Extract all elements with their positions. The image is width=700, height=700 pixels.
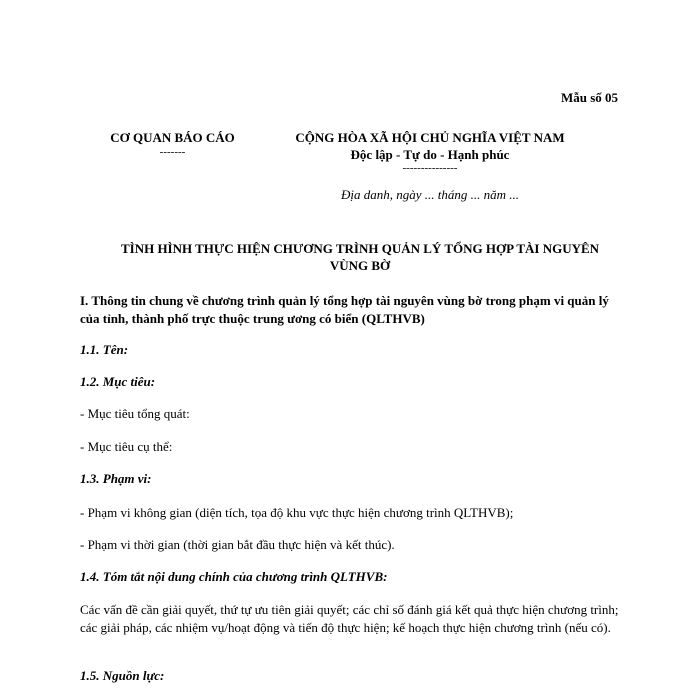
place-date: Địa danh, ngày ... tháng ... năm ... (340, 187, 520, 202)
report-title-line1: TÌNH HÌNH THỰC HIỆN CHƯƠNG TRÌNH QUẢN LÝ TỔNG HỢP TÀI NGUYÊN (120, 241, 600, 256)
country-name: CỘNG HÒA XÃ HỘI CHỦ NGHĨA VIỆT NAM (295, 130, 565, 145)
report-title-line2: VÙNG BỜ (329, 258, 391, 273)
national-motto: Độc lập - Tự do - Hạnh phúc (350, 147, 510, 162)
specific-objective: - Mục tiêu cụ thể: (80, 439, 173, 454)
motto-rule: --------------- (402, 162, 458, 174)
section-1-1-heading: 1.1. Tên: (80, 342, 129, 357)
section-1-2-heading: 1.2. Mục tiêu: (80, 374, 156, 389)
section-1-3-heading: 1.3. Phạm vi: (80, 471, 152, 486)
section-1-heading: I. Thông tin chung về chương trình quản lý tổng hợp tài nguyên vùng bờ trong phạm vi quản lý của tỉnh, thành phố trực thuộc trung ương có biển (QLTHVB) (80, 293, 609, 326)
agency-rule: ------- (159, 146, 186, 158)
form-number: Mẫu số 05 (560, 90, 618, 105)
general-objective: - Mục tiêu tổng quát: (80, 406, 190, 421)
section-1-4-heading: 1.4. Tóm tắt nội dung chính của chương trình QLTHVB: (80, 569, 388, 584)
agency-name: CƠ QUAN BÁO CÁO (110, 130, 235, 145)
spatial-scope: - Phạm vi không gian (diện tích, tọa độ khu vực thực hiện chương trình QLTHVB); (80, 505, 514, 520)
time-scope: - Phạm vi thời gian (thời gian bắt đầu thực hiện và kết thúc). (80, 537, 395, 552)
section-1-4-body: Các vấn đề cần giải quyết, thứ tự ưu tiên giải quyết; các chỉ số đánh giá kết quả thực hiện chương trình; các giải pháp, các nhiệm vụ/hoạt động và tiến độ thực hiện; kế hoạch thực hiện chương trình (nếu có). (80, 602, 619, 635)
section-1-5-heading: 1.5. Nguồn lực: (80, 668, 165, 683)
